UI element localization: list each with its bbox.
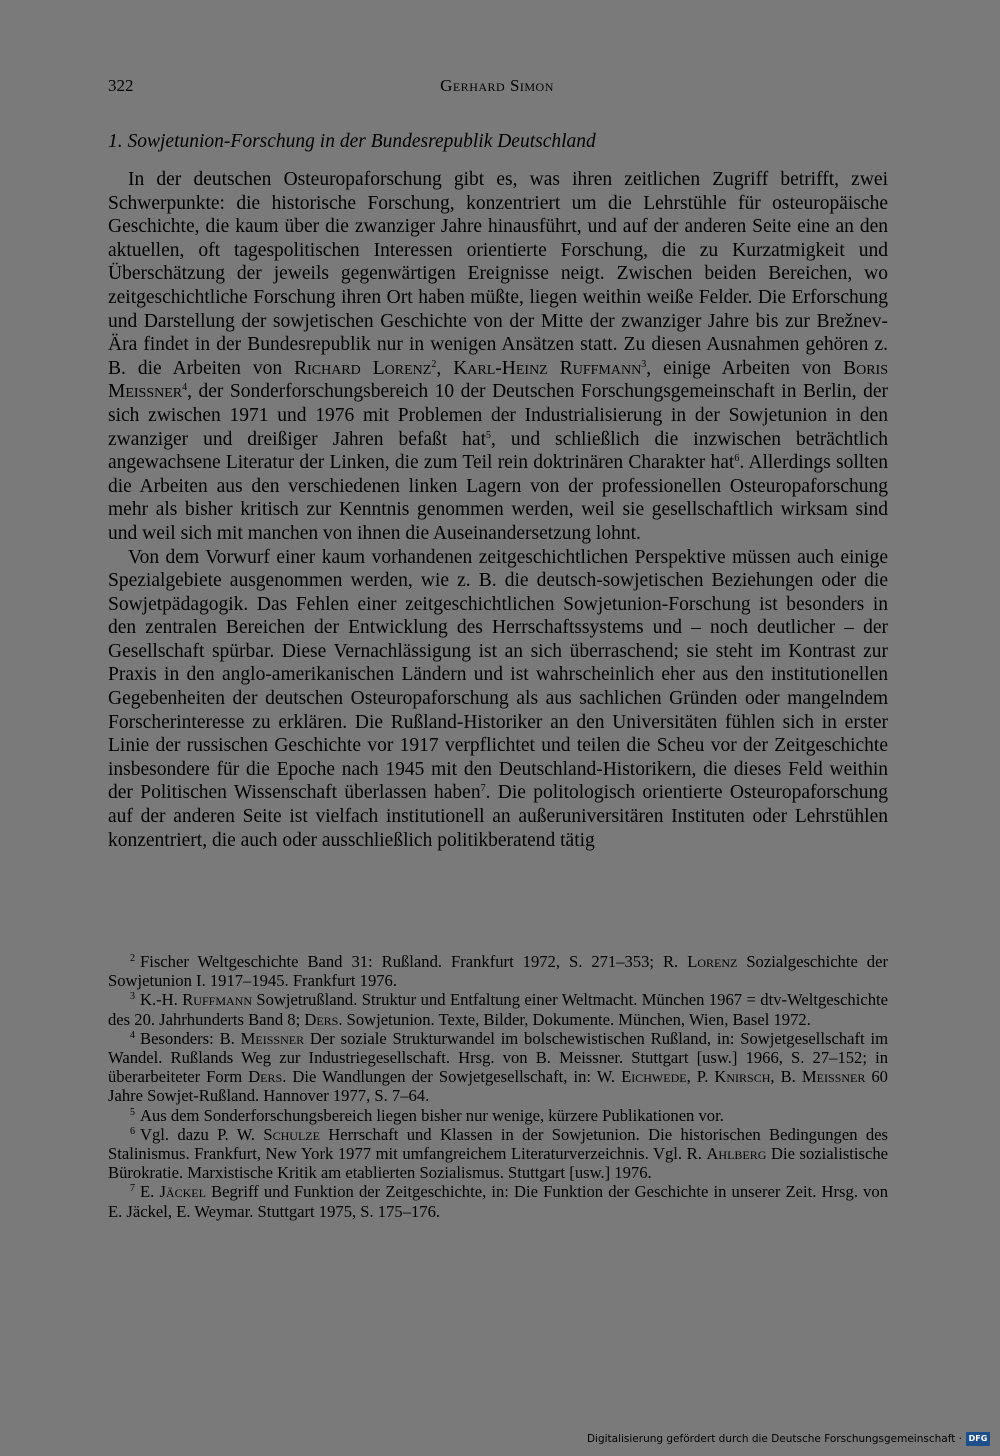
text-segment: Begriff und Funktion der Zeitgeschichte, in: Die Funktion der Geschichte in unserer Zeit. Hrsg. von E. Jäckel, E. Weymar. Stuttgart 1975, S. 175–176. — [108, 1182, 889, 1221]
footnote-7 — [108, 1182, 888, 1220]
text-segment: , P. — [686, 1067, 715, 1087]
text-segment: , B. — [770, 1067, 802, 1087]
footnote-6 — [108, 1125, 888, 1183]
paragraph-1 — [108, 168, 888, 546]
footnote-3 — [108, 990, 888, 1028]
text-segment: , der Sonderforschungsbereich 10 der Deutschen Forschungsgemeinschaft in Berlin, der sich zwischen 1971 und 1976 mit Problemen der Industrialisierung in der Sowjetunion in den zwanziger und dreißiger Jahren befaßt hat — [108, 381, 888, 450]
footnote-marker: 3 — [641, 358, 647, 370]
author-name: Knirsch — [714, 1067, 771, 1087]
text-segment: In der deutschen Osteuropaforschung gibt es, was ihren zeitlichen Zugriff betrifft, zwei Schwerpunkte: die historische Forschung, konzentriert um die Lehrstühle für osteuropäische Geschichte, die kaum über die zwanziger Jahre hinausführt, und auf der anderen Seite eine an den aktuellen, oft tagespolitischen Interessen orientierte Forschung, die zu Kurzatmigkeit und Überschätzung der jeweils gegenwärtigen Ereignisse neigt. Zwischen beiden Bereichen, wo zeitgeschichtliche Forschung ihren Ort haben müßte, liegen weithin weiße Felder. Die Erforschung und Darstellung der sowjetischen Geschichte von der Mitte der zwanziger Jahre bis zur Brežnev-Ära findet in der Bundesrepublik nur in wenigen Ansätzen statt. Zu diesen Ausnahmen gehören z. B. die Arbeiten von — [108, 169, 888, 379]
author-name: Lorenz — [687, 952, 738, 971]
dfg-logo-icon: DFG — [966, 1432, 990, 1446]
footnote-marker: 2 — [431, 358, 437, 370]
footnote-number: 6 — [130, 1125, 135, 1137]
footnote-marker: 5 — [486, 429, 491, 441]
text-segment: 60 Jahre Sowjet-Rußland. Hannover 1977, S. 7–64. — [108, 1067, 888, 1106]
text-segment: E. — [140, 1182, 160, 1202]
author-name: Richard Lorenz — [294, 357, 432, 379]
author-name: Ruffmann — [182, 990, 252, 1010]
author-name: Ahlberg — [706, 1144, 767, 1164]
author-name: Ders. — [248, 1067, 287, 1087]
text-segment: , — [436, 357, 454, 379]
footnote-number: 3 — [130, 991, 135, 1003]
footnote-marker: 7 — [480, 783, 486, 795]
text-segment: K.-H. — [140, 990, 183, 1010]
text-segment: Der soziale Strukturwandel im bolschewistischen Rußland, in: Sowjetgesellschaft im Wandel. Rußlands Weg zur Industriegesellschaft. Hrsg. von B. Meissner. Stuttgart [usw.] 1966, S. 27–152; in überarbeiteter Form — [108, 1028, 888, 1087]
page-number: 322 — [108, 76, 134, 95]
text-segment: Vgl. dazu P. W. — [140, 1124, 264, 1144]
text-segment: Sowjetunion. Texte, Bilder, Dokumente. München, Wien, Basel 1972. — [342, 1009, 811, 1029]
author-name: Schulze — [263, 1124, 320, 1144]
text-segment: Fischer Weltgeschichte Band 31: Rußland. Frankfurt 1972, S. 271–353; R. — [140, 952, 688, 971]
digitization-credit — [587, 1430, 990, 1448]
text-segment: . Allerdings sollten die Arbeiten aus den verschiedenen linken Lagern von der professionellen Osteuropaforschung mehr als bisher kritisch zur Kenntnis genommen werden, weil sie gesellschaftlich wirksam sind und weil sich mit manchen von ihnen die Auseinandersetzung lohnt. — [108, 452, 888, 544]
text-segment: Aus dem Sonderforschungsbereich liegen bisher nur wenige, kürzere Publikationen vor. — [140, 1105, 724, 1125]
page-header — [108, 76, 886, 102]
footnote-number: 2 — [130, 953, 135, 964]
author-name: Meissner — [801, 1067, 866, 1087]
running-head: Gerhard Simon — [440, 76, 554, 95]
body-text — [108, 168, 888, 852]
footnote-number: 5 — [130, 1106, 135, 1118]
footnote-number: 4 — [130, 1029, 135, 1041]
text-segment: Sozialgeschichte der Sowjetunion I. 1917–1945. Frankfurt 1976. — [108, 952, 888, 991]
footnote-number: 7 — [130, 1183, 135, 1195]
author-name: Ders. — [304, 1009, 343, 1029]
text-segment: . Die politologisch orientierte Osteuropaforschung auf der anderen Seite ist vielfach institutionell an außeruniversitären Instituten oder Lehrstühlen konzentriert, die auch oder ausschließlich politikberatend tätig — [108, 782, 888, 851]
text-segment: Die sozialistische Bürokratie. Marxistische Kritik am etablierten Sozialismus. Stuttgart [usw.] 1976. — [108, 1144, 888, 1183]
author-name: Boris Meissner — [108, 357, 888, 403]
section-heading: 1. Sowjetunion-Forschung in der Bundesrepublik Deutschland — [108, 131, 596, 152]
text-segment: Die Wandlungen der Sowjetgesellschaft, in: W. — [286, 1067, 622, 1087]
text-segment: Sowjetrußland. Struktur und Entfaltung einer Weltmacht. München 1967 = dtv-Weltgeschichte des 20. Jahrhunderts Band 8; — [108, 990, 888, 1029]
paragraph-2 — [108, 546, 888, 853]
footnote-2 — [108, 952, 888, 990]
text-segment: Von dem Vorwurf einer kaum vorhandenen zeitgeschichtlichen Perspektive müssen auch einige Spezialgebiete ausgenommen werden, wie z. B. die deutsch-sowjetischen Beziehungen oder die Sowjetpädagogik. Das Fehlen einer zeitgeschichtlichen Sowjetunion-Forschung ist besonders in den zentralen Bereichen der Entwicklung des Herrschaftssystems und – noch deutlicher – der Gesellschaft spürbar. Diese Vernachlässigung ist an sich überraschend; sie steht im Kontrast zur Praxis in den anglo-amerikanischen Ländern und ist wahrscheinlich eher aus den institutionellen Gegebenheiten der deutschen Osteuropaforschung als aus sachlichen Gründen oder mangelndem Forscherinteresse zu erklären. Die Rußland-Historiker an den Universitäten fühlen sich in erster Linie der russischen Geschichte vor 1917 verpflichtet und teilen die Scheu vor der Zeitgeschichte insbesondere für die Epoche nach 1945 mit den Deutschland-Historikern, die dieses Feld weithin der Politischen Wissenschaft überlassen haben — [108, 546, 888, 804]
footnotes — [108, 952, 888, 1221]
footnote-4 — [108, 1029, 888, 1106]
footnote-marker: 6 — [734, 453, 740, 465]
text-segment: , einige Arbeiten von — [646, 357, 844, 379]
author-name: Karl-Heinz Ruffmann — [453, 357, 642, 379]
digitization-credit-text: Digitalisierung gefördert durch die Deutsche Forschungsgemeinschaft · — [586, 1433, 962, 1445]
text-segment: Besonders: B. — [140, 1028, 241, 1048]
footnote-5 — [108, 1106, 888, 1125]
text-segment: Herrschaft und Klassen in der Sowjetunion. Die historischen Bedingungen des Stalinismus. Frankfurt, New York 1977 mit umfangreichem Literaturverzeichnis. Vgl. R. — [108, 1124, 888, 1164]
author-name: Meissner — [240, 1028, 305, 1048]
text-segment: , und schließlich die inzwischen beträchtlich angewachsene Literatur der Linken, die zum Teil rein doktrinären Charakter hat — [108, 428, 888, 474]
author-name: Eichwede — [621, 1067, 687, 1087]
footnote-marker: 4 — [182, 382, 188, 394]
author-name: Jäckel — [159, 1182, 206, 1202]
